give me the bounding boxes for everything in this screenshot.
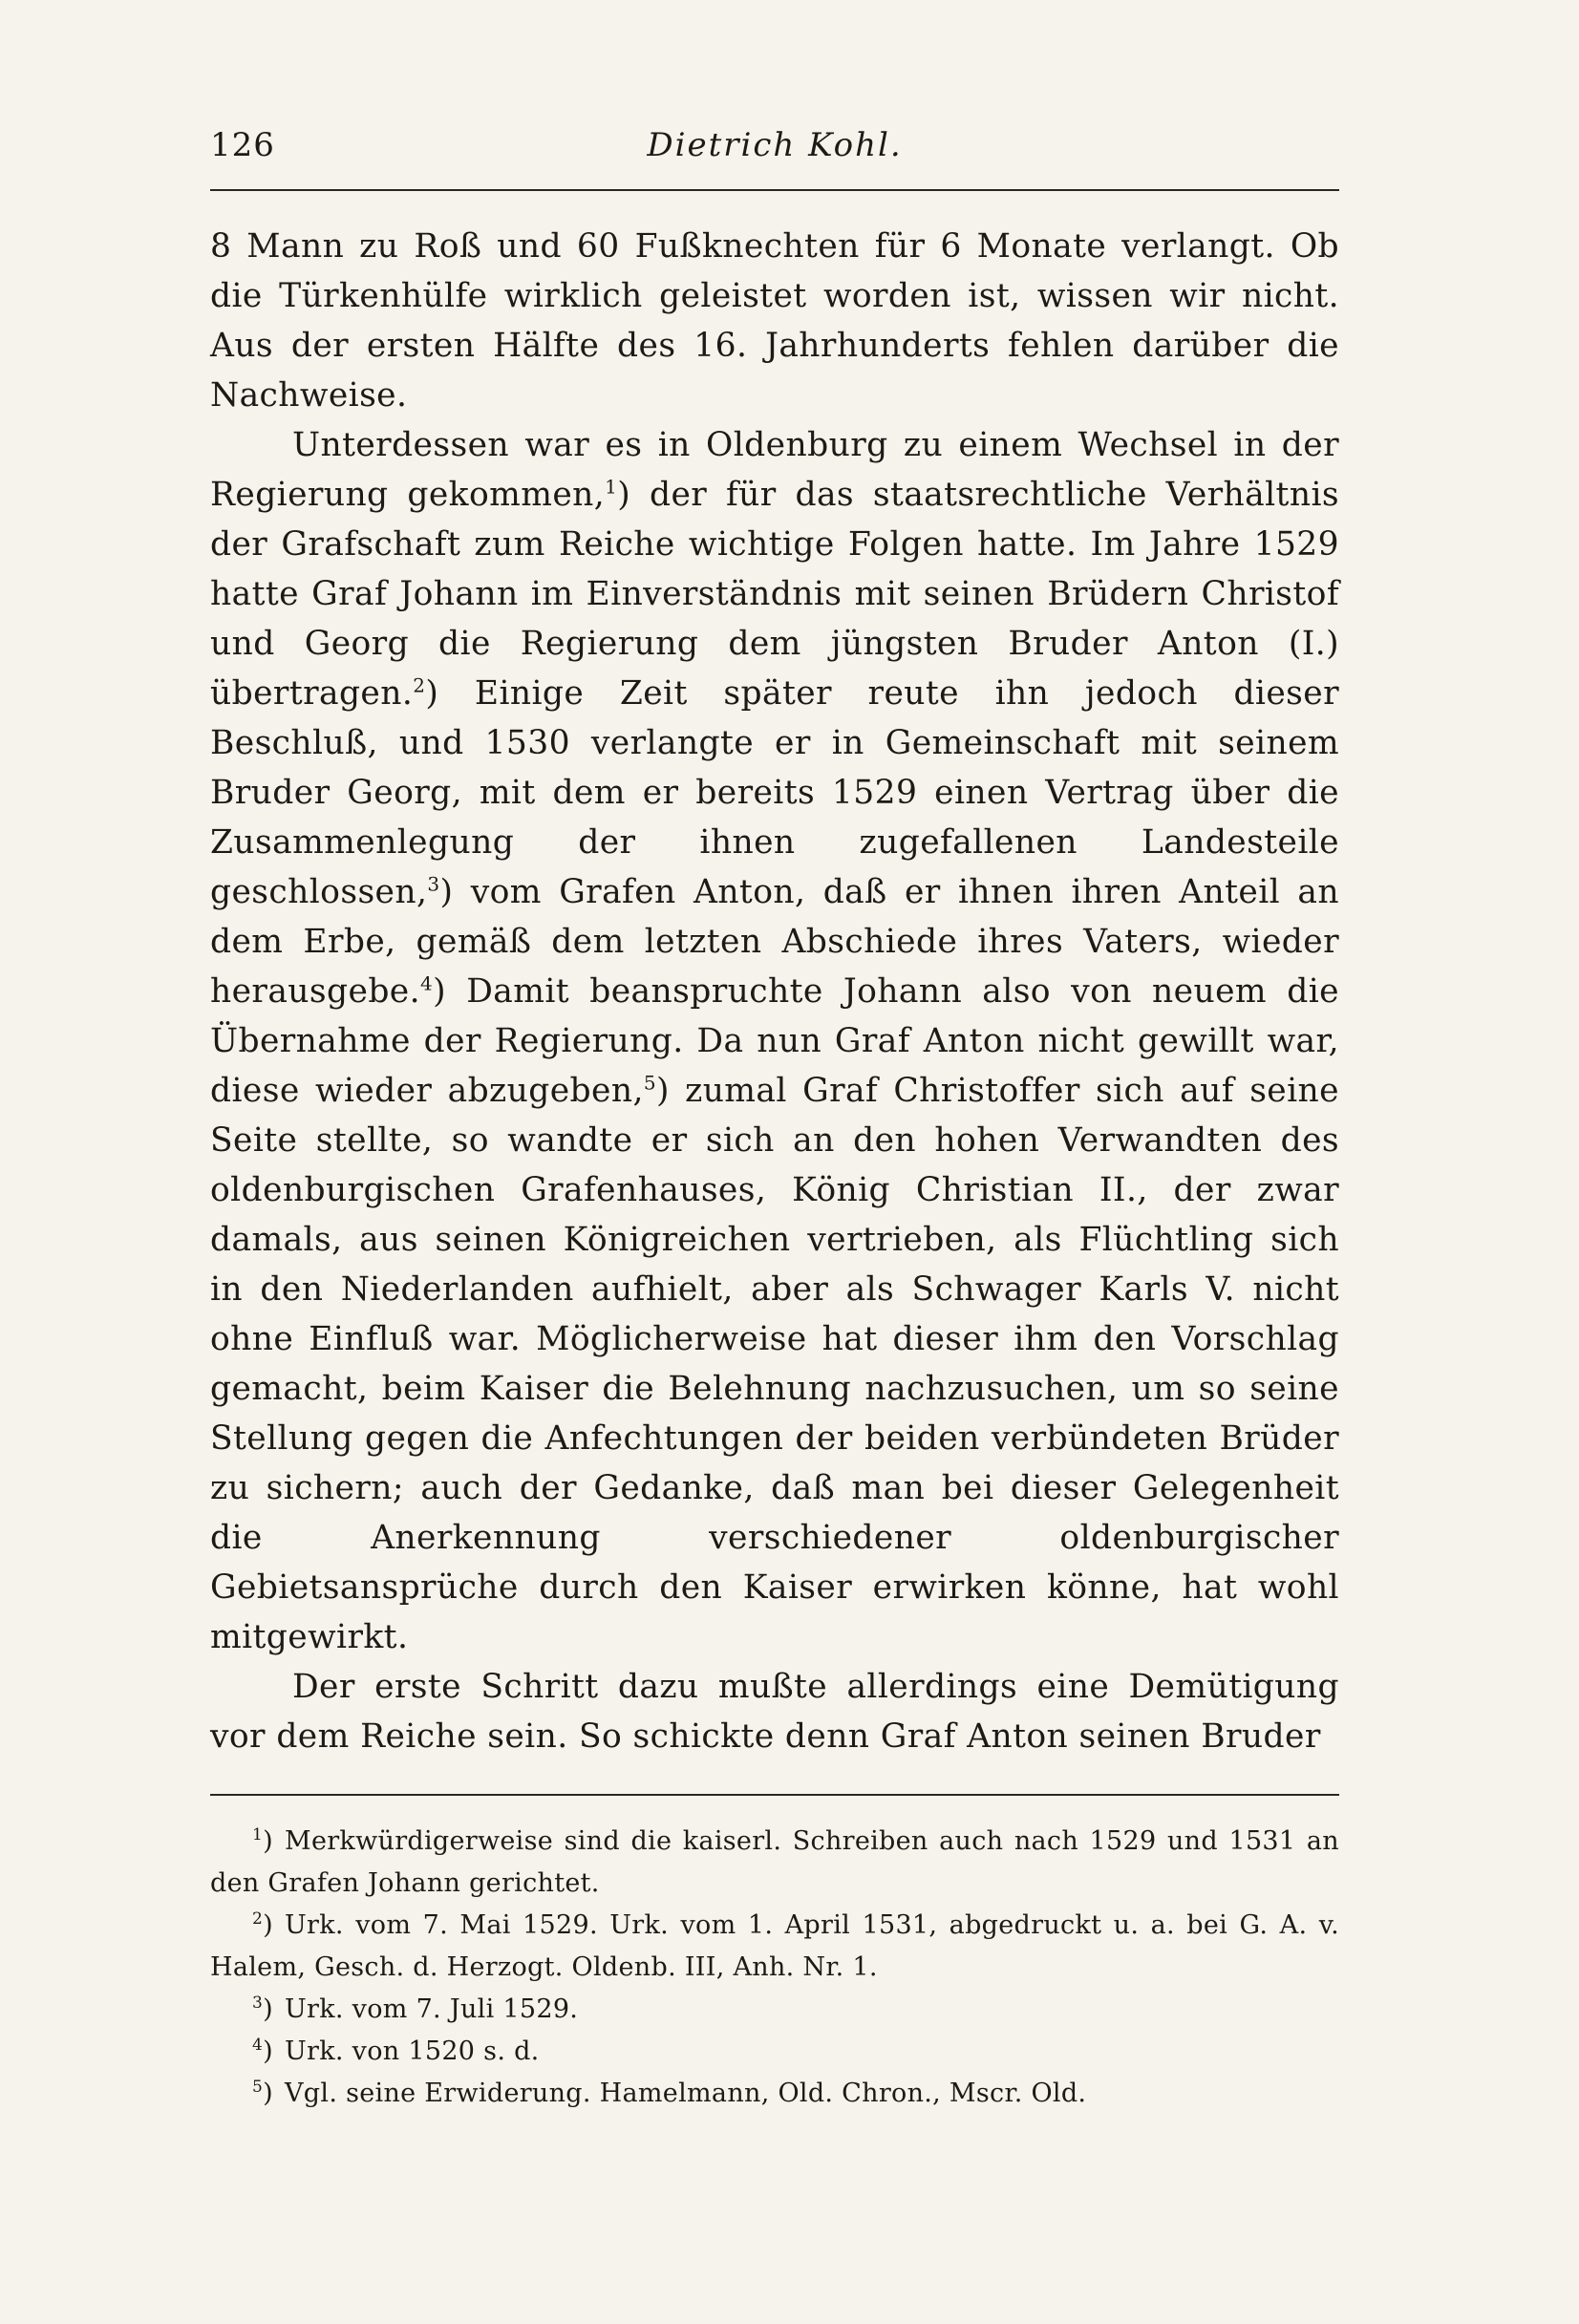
footnote-mark: $^1$) <box>252 1825 273 1856</box>
footnote-ref-2: 2 <box>413 673 426 697</box>
page-number: 126 <box>210 126 275 164</box>
footnotes <box>210 1821 1339 2115</box>
body-text <box>210 222 1339 1761</box>
footnote-text: Urk. vom 7. Mai 1529. Urk. vom 1. April 1531, abgedruckt u. a. bei G. A. v. Halem, Gesch. d. Herzogt. Oldenb. III, Anh. Nr. 1. <box>210 1910 1339 1982</box>
footnote-rule <box>210 1794 1339 1796</box>
running-head <box>210 115 1339 172</box>
footnote-ref-3: 3 <box>427 872 440 896</box>
paragraph-2-part-4: ) vom Grafen Anton, daß er ihnen ihren Anteil an dem Erbe, gemäß dem letzten Abschiede ihres Vaters, wieder herausgebe. <box>210 873 1339 1011</box>
footnote-ref-5: 5 <box>643 1071 656 1095</box>
footnote-text: Vgl. seine Erwiderung. Hamelmann, Old. Chron., Mscr. Old. <box>285 2079 1087 2108</box>
running-title: Dietrich Kohl. <box>647 126 903 164</box>
paragraph-1: 8 Mann zu Roß und 60 Fußknechten für 6 Monate verlangt. Ob die Türkenhülfe wirklich geleistet worden ist, wissen wir nicht. Aus der ersten Hälfte des 16. Jahrhunderts fehlen darüber die Nachweise. <box>210 227 1339 415</box>
paragraph-2 <box>210 420 1339 1662</box>
footnote-1 <box>210 1821 1339 1905</box>
paragraph-3: Der erste Schritt dazu mußte allerdings eine Demütigung vor dem Reiche sein. So schickte denn Graf Anton seinen Bruder <box>210 1668 1339 1756</box>
footnote-ref-1: 1 <box>605 475 618 499</box>
footnote-5 <box>210 2073 1339 2115</box>
footnote-ref-4: 4 <box>420 971 434 995</box>
footnote-2 <box>210 1905 1339 1989</box>
footnote-mark: $^5$) <box>252 2078 273 2108</box>
paragraph-2-part-3: ) Einige Zeit später reute ihn jedoch dieser Beschluß, und 1530 verlangte er in Gemeinschaft mit seinem Bruder Georg, mit dem er bereits 1529 einen Vertrag über die Zusammenlegung der ihnen zugefallenen Landesteile geschlossen, <box>210 674 1339 911</box>
paragraph-2-part-6: ) zumal Graf Christoffer sich auf seine Seite stellte, so wandte er sich an den hohen Verwandten des oldenburgischen Grafenhauses, König Christian II., der zwar damals, aus seinen Königreichen vertrieben, als Flüchtling sich in den Niederlanden aufhielt, aber als Schwager Karls V. nicht ohne Einfluß war. Möglicherweise hat dieser ihm den Vorschlag gemacht, beim Kaiser die Belehnung nachzusuchen, um so seine Stellung gegen die Anfechtungen der beiden verbündeten Brüder zu sichern; auch der Gedanke, daß man bei dieser Gelegenheit die Anerkennung verschiedener oldenburgischer Gebietsansprüche durch den Kaiser erwirken könne, hat wohl mitgewirkt. <box>210 1072 1339 1656</box>
header-rule <box>210 189 1339 191</box>
book-page <box>210 115 1339 2115</box>
paragraph-2-part-2: ) der für das staatsrechtliche Verhältnis der Grafschaft zum Reiche wichtige Folgen hatte. Im Jahre 1529 hatte Graf Johann im Einverständnis mit seinen Brüdern Christof und Georg die Regierung dem jüngsten Bruder Anton (I.) übertragen. <box>210 476 1339 713</box>
footnote-text: Urk. vom 7. Juli 1529. <box>285 1994 579 2024</box>
paragraph-2-part-1: Unterdessen war es in Oldenburg zu einem Wechsel in der Regierung gekommen, <box>210 426 1339 514</box>
footnote-3 <box>210 1989 1339 2031</box>
footnote-text: Merkwürdigerweise sind die kaiserl. Schreiben auch nach 1529 und 1531 an den Grafen Johann gerichtet. <box>210 1826 1339 1898</box>
footnote-mark: $^4$) <box>252 2036 273 2066</box>
paragraph-2-part-5: ) Damit beanspruchte Johann also von neuem die Übernahme der Regierung. Da nun Graf Anton nicht gewillt war, diese wieder abzugeben, <box>210 972 1339 1110</box>
footnote-text: Urk. von 1520 s. d. <box>285 2036 540 2066</box>
footnote-4 <box>210 2031 1339 2073</box>
footnote-mark: $^2$) <box>252 1909 273 1940</box>
footnote-mark: $^3$) <box>252 1994 273 2024</box>
